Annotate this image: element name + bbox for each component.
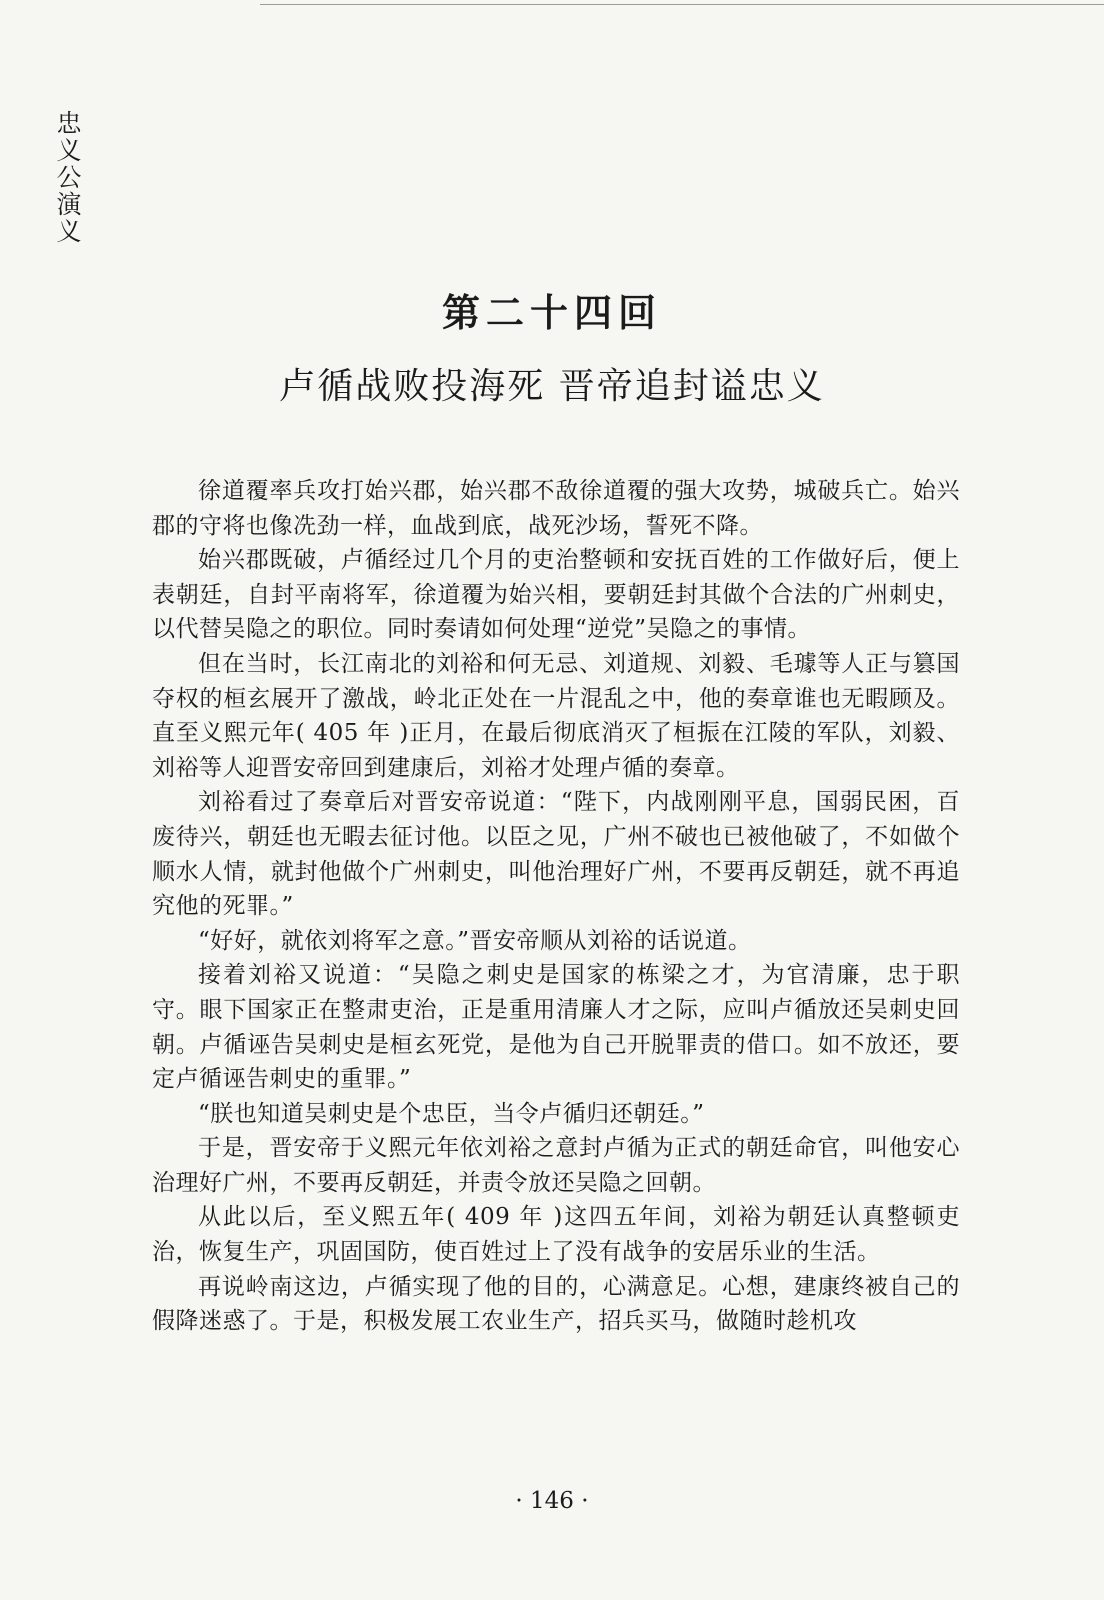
paragraph-9: 从此以后，至义熙五年( 409 年 )这四五年间，刘裕为朝廷认真整顿吏治，恢复生产，巩固国防，使百姓过上了没有战争的安居乐业的生活。 xyxy=(152,1204,960,1266)
paragraph-3: 但在当时，长江南北的刘裕和何无忌、刘道规、刘毅、毛璩等人正与篡国夺权的桓玄展开了激战，岭北正处在一片混乱之中，他的奏章谁也无暇顾及。直至义熙元年( 405 年 )正月，在最后彻底消灭了桓振在江陵的军队，刘毅、刘裕等人迎晋安帝回到建康后，刘裕才处理卢循的奏章。 xyxy=(152,650,960,781)
paragraph-4: 刘裕看过了奏章后对晋安帝说道：“陛下，内战刚刚平息，国弱民困，百废待兴，朝廷也无暇去征讨他。以臣之见，广州不破也已被他破了，不如做个顺水人情，就封他做个广州刺史，叫他治理好广州，不要再反朝廷，就不再追究他的死罪。” xyxy=(152,789,960,920)
paragraph-10: 再说岭南这边，卢循实现了他的目的，心满意足。心想，建康终被自己的假降迷惑了。于是，积极发展工农业生产，招兵买马，做随时趁机攻 xyxy=(152,1273,960,1335)
chapter-number: 第二十四回 xyxy=(441,290,662,335)
paragraph-5: “好好，就依刘将军之意。”晋安帝顺从刘裕的话说道。 xyxy=(198,927,752,954)
paragraph-7: “朕也知道吴刺史是个忠臣，当令卢循归还朝廷。” xyxy=(198,1100,705,1127)
paragraph-2: 始兴郡既破，卢循经过几个月的吏治整顿和安抚百姓的工作做好后，便上表朝廷，自封平南将军，徐道覆为始兴相，要朝廷封其做个合法的广州刺史，以代替吴隐之的职位。同时奏请如何处理“逆党”吴隐之的事情。 xyxy=(152,547,960,643)
running-head: 忠义公演义 xyxy=(53,110,82,245)
body-text xyxy=(152,474,960,1339)
top-edge-rule xyxy=(260,4,1104,5)
chapter-title: 卢循战败投海死 晋帝追封谥忠义 xyxy=(279,366,825,407)
paragraph-1: 徐道覆率兵攻打始兴郡，始兴郡不敌徐道覆的强大攻势，城破兵亡。始兴郡的守将也像冼劲一样，血战到底，战死沙场，誓死不降。 xyxy=(152,478,960,539)
paragraph-6: 接着刘裕又说道：“吴隐之刺史是国家的栋梁之才，为官清廉，忠于职守。眼下国家正在整肃吏治，正是重用清廉人才之际，应叫卢循放还吴刺史回朝。卢循诬告吴刺史是桓玄死党，是他为自己开脱罪责的借口。如不放还，要定卢循诬告刺史的重罪。” xyxy=(152,962,960,1093)
page-number: · 146 · xyxy=(515,1488,589,1514)
paragraph-8: 于是，晋安帝于义熙元年依刘裕之意封卢循为正式的朝廷命官，叫他安心治理好广州，不要再反朝廷，并责令放还吴隐之回朝。 xyxy=(152,1135,960,1196)
